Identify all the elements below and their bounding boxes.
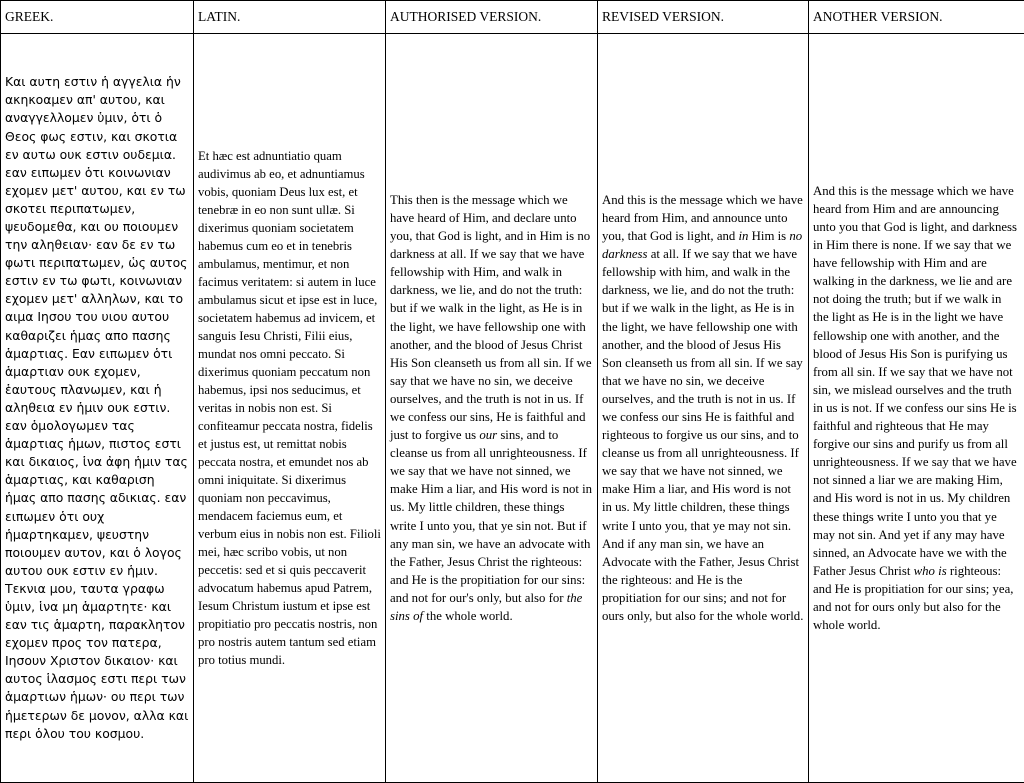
revised-italic-2: no darkness [602, 229, 803, 262]
revised-text [598, 34, 809, 783]
another-text [809, 34, 1024, 783]
revised-text-part-2: Him is [748, 229, 790, 244]
authorised-text-part-2: sins, and to cleanse us from all unrighteousness. If we say that we have not sinned, we make Him a liar, and His word is not in us. My little children, these things write I unto you, that ye sin not. But if any man sin, we have an advocate with the Father, Jesus Christ the righteous: and He is the propitiation for our sins: and not for our's only, but also for [390, 428, 593, 605]
authorised-italic-1: our [479, 428, 498, 443]
authorised-text-part-3: the whole world. [423, 609, 513, 624]
another-text-part-1: And this is the message which we have heard from Him and are announcing unto you that God is light, and darkness in Him there is none. If we say that we have fellowship with Him and are walking in the darkness, we lie and are not doing the truth; but if we walk in the light as He is in the light we have fellowship one with another, and the blood of Jesus His Son is purifying us from all sin. If we say that we have not sin, we mislead ourselves and the truth in us is not. If we confess our sins He is faithful and righteous that He may forgive our sins and purify us from all unrighteousness. If we say that we have not sinned a liar we are making Him, and His word is not in us. My children these things write I unto you that ye may not sin. And yet if any may have sinned, an Advocate have we with the Father Jesus Christ [813, 183, 1018, 578]
header-authorised: AUTHORISED VERSION. [386, 1, 598, 34]
authorised-text [386, 34, 598, 783]
header-another: ANOTHER VERSION. [809, 1, 1024, 34]
authorised-italic-2: the sins of [390, 590, 583, 624]
another-italic-1: who is [913, 563, 947, 578]
another-text-part-2: righteous: and He is propitiation for our sins; yea, and not for ours only but also for the whole world. [813, 563, 1014, 633]
greek-text: Και αυτη εστιν ἡ αγγελια ἡν ακηκοαμεν απ' αυτου, και αναγγελλομεν ὑμιν, ὁτι ὁ Θεος φως εστιν, και σκοτια εν αυτω ουκ εστιν ουδεμια. εαν ειπωμεν ὁτι κοινωνιαν εχομεν μετ' αυτου, και εν τω σκοτει περιπατωμεν, ψευδομεθα, και ου ποιουμεν την αληθειαν· εαν δε εν τω φωτι περιπατωμεν, ὡς αυτος εστιν εν τω φωτι, κοινωνιαν εχομεν μετ' αλληλων, και το αιμα Ιησου του υιου αυτου καθαριζει ἡμας απο πασης ἁμαρτιας. Εαν ειπωμεν ὁτι ἁμαρτιαν ουκ εχομεν, ἑαυτους πλανωμεν, και ἡ αληθεια εν ἡμιν ουκ εστιν. εαν ὁμολογωμεν τας ἁμαρτιας ἡμων, πιστος εστι και δικαιος, ἱνα ἀφη ἡμιν τας ἁμαρτιας, και καθαριση ἡμας απο πασης αδικιας. εαν ειπωμεν ὁτι ουχ ἡμαρτηκαμεν, ψευστην ποιουμεν αυτον, και ὁ λογος αυτου ουκ εστιν εν ἡμιν. Τεκνια μου, ταυτα γραφω ὑμιν, ἱνα μη ἁμαρτητε· και εαν τις ἁμαρτη, παρακλητον εχομεν προς τον πατερα, Ιησουν Χριστον δικαιον· και αυτος ἱλασμος εστι περι των ἁμαρτιων ἡμων· ου περι των ἡμετερων δε μονον, αλλα και περι ὁλου του κοσμου. [1, 34, 194, 783]
revised-text-part-3: at all. If we say that we have fellowship with him, and walk in the darkness, we lie, and do not the truth: but if we walk in the light, as He is in the light, we have fellowship one with another, and the blood of Jesus His Son cleanseth us from all sin. If we say that we have no sin, we deceive ourselves, and the truth is not in us. If we confess our sins He is faithful and righteous to forgive us our sins, and to cleanse us from all unrighteousness. If we say that we have not sinned, we make Him a liar, and His word is not in us. My little children, these things write I unto you, that ye may not sin. And if any man sin, we have an Advocate with the Father, Jesus Christ the righteous: and He is the propitiation for our sins; and not for ours only, but also for the whole world. [602, 247, 804, 624]
latin-text: Et hæc est adnuntiatio quam audivimus ab eo, et adnuntiamus vobis, quoniam Deus lux est, et tenebræ in eo non sunt ullæ. Si dixerimus quoniam societatem habemus cum eo et in tenebris ambulamus, mentimur, et non facimus veritatem: si autem in luce ambulamus sicut et ipse est in luce, societatem habemus ad invicem, et sanguis Iesu Christi, Filii eius, mundat nos omni peccato. Si dixerimus quoniam peccatum non habemus, ipsi nos seducimus, et veritas in nobis non est. Si confiteamur peccata nostra, fidelis et justus est, ut remittat nobis peccata nostra, et emundet nos ab omni iniquitate. Si dixerimus quoniam non peccavimus, mendacem faciemus eum, et verbum eius in nobis non est. Filioli mei, hæc scribo vobis, ut non peccetis: sed et si quis peccaverit advocatum habemus apud Patrem, Iesum Christum iustum et ipse est propitiatio pro peccatis nostris, non pro nostris autem tantum sed etiam pro totius mundi. [194, 34, 386, 783]
text-row [1, 34, 1024, 783]
revised-text-part-1: And this is the message which we have heard from Him, and announce unto you, that God is light, and [602, 192, 803, 244]
header-greek: GREEK. [1, 1, 194, 34]
authorised-text-part-1: This then is the message which we have heard of Him, and declare unto you, that God is light, and in Him is no darkness at all. If we say that we have fellowship with Him, and walk in darkness, we lie, and do not the truth: but if we walk in the light, as He is in the light, we have fellowship one with another, and the blood of Jesus Christ His Son cleanseth us from all sin. If we say that we have no sin, we deceive ourselves, and the truth is not in us. If we confess our sins, He is faithful and just to forgive us [390, 192, 592, 443]
header-latin: LATIN. [194, 1, 386, 34]
revised-italic-1: in [738, 229, 749, 244]
header-row [1, 1, 1024, 34]
header-revised: REVISED VERSION. [598, 1, 809, 34]
